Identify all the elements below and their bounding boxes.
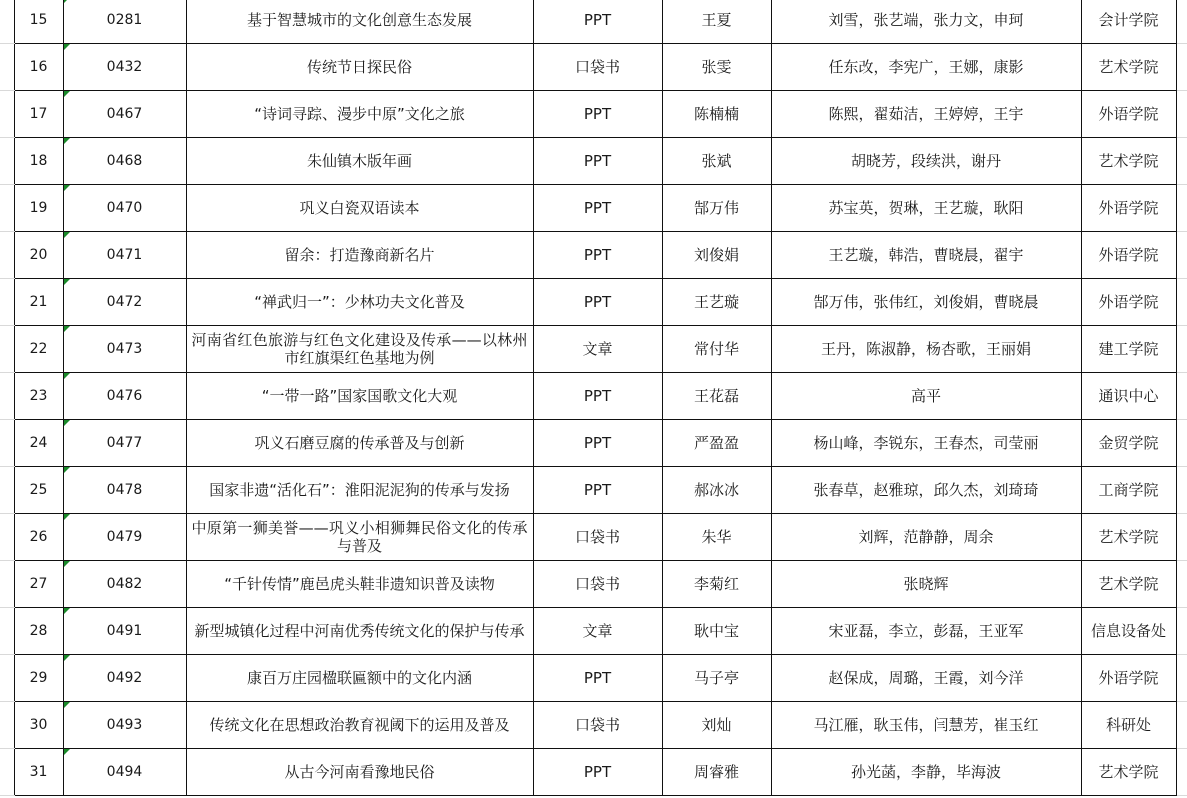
row-gutter-cell[interactable] — [0, 44, 14, 91]
project-code-cell[interactable]: 0467 — [63, 91, 186, 138]
row-number-cell[interactable]: 20 — [14, 232, 63, 279]
department-cell[interactable]: 金贸学院 — [1081, 420, 1176, 467]
project-title-cell[interactable]: 基于智慧城市的文化创意生态发展 — [186, 0, 533, 44]
department-cell[interactable]: 工商学院 — [1081, 467, 1176, 514]
row-gutter-cell[interactable] — [0, 561, 14, 608]
team-members-cell[interactable]: 郜万伟，张伟红，刘俊娟，曹晓晨 — [771, 279, 1081, 326]
empty-cell[interactable] — [1176, 514, 1187, 561]
team-members-cell[interactable]: 赵保成，周璐，王霞，刘今洋 — [771, 655, 1081, 702]
project-title-cell[interactable]: 留余：打造豫商新名片 — [186, 232, 533, 279]
text-number-indicator-icon — [64, 44, 70, 50]
output-form-cell[interactable]: PPT — [533, 0, 662, 44]
output-form-cell[interactable]: PPT — [533, 185, 662, 232]
project-code-cell[interactable]: 0492 — [63, 655, 186, 702]
text-number-indicator-icon — [64, 0, 70, 3]
team-members-cell[interactable]: 马江雁，耿玉伟，闫慧芳，崔玉红 — [771, 702, 1081, 749]
project-leader-cell[interactable]: 常付华 — [662, 326, 771, 373]
project-leader-cell[interactable]: 王艺璇 — [662, 279, 771, 326]
project-title-cell[interactable]: “千针传情”鹿邑虎头鞋非遗知识普及读物 — [186, 561, 533, 608]
project-code-cell[interactable]: 0479 — [63, 514, 186, 561]
department-cell[interactable]: 会计学院 — [1081, 0, 1176, 44]
output-form-cell[interactable]: 口袋书 — [533, 514, 662, 561]
project-leader-cell[interactable]: 李菊红 — [662, 561, 771, 608]
team-members-cell[interactable]: 刘雪，张艺端，张力文，申珂 — [771, 0, 1081, 44]
output-form-cell[interactable]: 文章 — [533, 326, 662, 373]
empty-cell[interactable] — [1176, 185, 1187, 232]
row-number-cell[interactable]: 23 — [14, 373, 63, 420]
department-cell[interactable]: 科研处 — [1081, 702, 1176, 749]
department-cell[interactable]: 外语学院 — [1081, 232, 1176, 279]
row-gutter-cell[interactable] — [0, 373, 14, 420]
output-form-cell[interactable]: PPT — [533, 138, 662, 185]
output-form-cell[interactable]: PPT — [533, 91, 662, 138]
row-number-cell[interactable]: 28 — [14, 608, 63, 655]
project-title-cell[interactable]: 巩义白瓷双语读本 — [186, 185, 533, 232]
row-number-cell[interactable]: 22 — [14, 326, 63, 373]
project-leader-cell[interactable]: 朱华 — [662, 514, 771, 561]
department-cell[interactable]: 建工学院 — [1081, 326, 1176, 373]
text-number-indicator-icon — [64, 514, 70, 520]
output-form-cell[interactable]: 口袋书 — [533, 702, 662, 749]
project-leader-cell[interactable]: 张雯 — [662, 44, 771, 91]
row-number-cell[interactable]: 30 — [14, 702, 63, 749]
row-number-cell[interactable]: 27 — [14, 561, 63, 608]
output-form-cell[interactable]: PPT — [533, 373, 662, 420]
output-form-cell[interactable]: 口袋书 — [533, 44, 662, 91]
project-leader-cell[interactable]: 王花磊 — [662, 373, 771, 420]
team-members-cell[interactable]: 陈熙，翟茹洁，王婷婷，王宇 — [771, 91, 1081, 138]
output-form-cell[interactable]: PPT — [533, 279, 662, 326]
output-form-cell[interactable]: PPT — [533, 232, 662, 279]
project-title-cell[interactable]: 从古今河南看豫地民俗 — [186, 749, 533, 796]
department-cell[interactable]: 外语学院 — [1081, 279, 1176, 326]
project-code-cell[interactable]: 0432 — [63, 44, 186, 91]
project-leader-cell[interactable]: 严盈盈 — [662, 420, 771, 467]
project-code-cell[interactable]: 0473 — [63, 326, 186, 373]
empty-cell[interactable] — [1176, 373, 1187, 420]
department-cell[interactable]: 艺术学院 — [1081, 514, 1176, 561]
table-row — [0, 514, 1187, 561]
row-gutter-cell[interactable] — [0, 185, 14, 232]
project-title-cell[interactable]: 巩义石磨豆腐的传承普及与创新 — [186, 420, 533, 467]
team-members-cell[interactable]: 张晓辉 — [771, 561, 1081, 608]
table-row — [0, 749, 1187, 796]
department-cell[interactable]: 艺术学院 — [1081, 44, 1176, 91]
project-code-cell[interactable]: 0494 — [63, 749, 186, 796]
output-form-cell[interactable]: 口袋书 — [533, 561, 662, 608]
project-leader-cell[interactable]: 耿中宝 — [662, 608, 771, 655]
empty-cell[interactable] — [1176, 420, 1187, 467]
empty-cell[interactable] — [1176, 138, 1187, 185]
project-title-cell[interactable]: 朱仙镇木版年画 — [186, 138, 533, 185]
empty-cell[interactable] — [1176, 655, 1187, 702]
project-title-cell[interactable]: 新型城镇化过程中河南优秀传统文化的保护与传承 — [186, 608, 533, 655]
team-members-cell[interactable]: 宋亚磊，李立，彭磊，王亚军 — [771, 608, 1081, 655]
text-number-indicator-icon — [64, 185, 70, 191]
project-title-cell[interactable]: “一带一路”国家国歌文化大观 — [186, 373, 533, 420]
department-cell[interactable]: 信息设备处 — [1081, 608, 1176, 655]
text-number-indicator-icon — [64, 420, 70, 426]
text-number-indicator-icon — [64, 702, 70, 708]
team-members-cell[interactable]: 高平 — [771, 373, 1081, 420]
output-form-cell[interactable]: PPT — [533, 467, 662, 514]
project-title-cell[interactable]: 中原第一狮美誉——巩义小相狮舞民俗文化的传承与普及 — [186, 514, 533, 561]
table-row — [0, 702, 1187, 749]
project-code-cell[interactable]: 0476 — [63, 373, 186, 420]
project-code-cell[interactable]: 0468 — [63, 138, 186, 185]
project-code-cell[interactable]: 0482 — [63, 561, 186, 608]
table-row — [0, 185, 1187, 232]
text-number-indicator-icon — [64, 138, 70, 144]
project-title-cell[interactable]: 传统文化在思想政治教育视阈下的运用及普及 — [186, 702, 533, 749]
project-code-cell[interactable]: 0471 — [63, 232, 186, 279]
table-row — [0, 138, 1187, 185]
row-number-cell[interactable]: 18 — [14, 138, 63, 185]
project-code-cell[interactable]: 0472 — [63, 279, 186, 326]
department-cell[interactable]: 艺术学院 — [1081, 561, 1176, 608]
output-form-cell[interactable]: PPT — [533, 655, 662, 702]
department-cell[interactable]: 艺术学院 — [1081, 138, 1176, 185]
department-cell[interactable]: 外语学院 — [1081, 185, 1176, 232]
text-number-indicator-icon — [64, 326, 70, 332]
row-number-cell[interactable]: 31 — [14, 749, 63, 796]
text-number-indicator-icon — [64, 608, 70, 614]
team-members-cell[interactable]: 刘辉，范静静，周余 — [771, 514, 1081, 561]
empty-cell[interactable] — [1176, 0, 1187, 44]
row-gutter-cell[interactable] — [0, 749, 14, 796]
row-number-cell[interactable]: 16 — [14, 44, 63, 91]
table-row — [0, 373, 1187, 420]
project-code-cell[interactable]: 0491 — [63, 608, 186, 655]
department-cell[interactable]: 外语学院 — [1081, 91, 1176, 138]
text-number-indicator-icon — [64, 655, 70, 661]
project-leader-cell[interactable]: 陈楠楠 — [662, 91, 771, 138]
row-number-cell[interactable]: 24 — [14, 420, 63, 467]
team-members-cell[interactable]: 苏宝英，贺琳，王艺璇，耿阳 — [771, 185, 1081, 232]
team-members-cell[interactable]: 胡晓芳，段续洪，谢丹 — [771, 138, 1081, 185]
table-row — [0, 0, 1187, 44]
project-code-cell[interactable]: 0493 — [63, 702, 186, 749]
row-gutter-cell[interactable] — [0, 702, 14, 749]
text-number-indicator-icon — [64, 279, 70, 285]
output-form-cell[interactable]: PPT — [533, 420, 662, 467]
text-number-indicator-icon — [64, 373, 70, 379]
project-title-cell[interactable]: “诗词寻踪、漫步中原”文化之旅 — [186, 91, 533, 138]
text-number-indicator-icon — [64, 232, 70, 238]
output-form-cell[interactable]: PPT — [533, 749, 662, 796]
project-title-cell[interactable]: 河南省红色旅游与红色文化建设及传承——以林州市红旗渠红色基地为例 — [186, 326, 533, 373]
department-cell[interactable]: 通识中心 — [1081, 373, 1176, 420]
team-members-cell[interactable]: 张春草，赵雅琼，邱久杰，刘琦琦 — [771, 467, 1081, 514]
project-leader-cell[interactable]: 王夏 — [662, 0, 771, 44]
row-number-cell[interactable]: 25 — [14, 467, 63, 514]
department-cell[interactable]: 艺术学院 — [1081, 749, 1176, 796]
empty-cell[interactable] — [1176, 232, 1187, 279]
output-form-cell[interactable]: 文章 — [533, 608, 662, 655]
table-row — [0, 326, 1187, 373]
row-number-cell[interactable]: 19 — [14, 185, 63, 232]
table-row — [0, 561, 1187, 608]
team-members-cell[interactable]: 任东改，李宪广，王娜，康影 — [771, 44, 1081, 91]
project-code-cell[interactable]: 0478 — [63, 467, 186, 514]
empty-cell[interactable] — [1176, 561, 1187, 608]
team-members-cell[interactable]: 王丹，陈淑静，杨杏歌，王丽娟 — [771, 326, 1081, 373]
row-gutter-cell[interactable] — [0, 655, 14, 702]
project-leader-cell[interactable]: 马子亭 — [662, 655, 771, 702]
table-row — [0, 467, 1187, 514]
project-leader-cell[interactable]: 周睿雅 — [662, 749, 771, 796]
empty-cell[interactable] — [1176, 702, 1187, 749]
row-gutter-cell[interactable] — [0, 0, 14, 44]
text-number-indicator-icon — [64, 749, 70, 755]
project-leader-cell[interactable]: 郝冰冰 — [662, 467, 771, 514]
empty-cell[interactable] — [1176, 91, 1187, 138]
project-leader-cell[interactable]: 刘俊娟 — [662, 232, 771, 279]
row-gutter-cell[interactable] — [0, 467, 14, 514]
team-members-cell[interactable]: 杨山峰，李锐东，王春杰，司莹丽 — [771, 420, 1081, 467]
project-leader-cell[interactable]: 郜万伟 — [662, 185, 771, 232]
table-row — [0, 420, 1187, 467]
row-gutter-cell[interactable] — [0, 514, 14, 561]
text-number-indicator-icon — [64, 467, 70, 473]
text-number-indicator-icon — [64, 91, 70, 97]
project-title-cell[interactable]: 康百万庄园楹联匾额中的文化内涵 — [186, 655, 533, 702]
table-row — [0, 232, 1187, 279]
text-number-indicator-icon — [64, 561, 70, 567]
team-members-cell[interactable]: 王艺璇，韩浩，曹晓晨，翟宇 — [771, 232, 1081, 279]
row-gutter-cell[interactable] — [0, 420, 14, 467]
table-row — [0, 608, 1187, 655]
row-gutter-cell[interactable] — [0, 138, 14, 185]
project-title-cell[interactable]: “禅武归一”：少林功夫文化普及 — [186, 279, 533, 326]
project-code-cell[interactable]: 0281 — [63, 0, 186, 44]
team-members-cell[interactable]: 孙光菡，李静，毕海波 — [771, 749, 1081, 796]
table-row — [0, 91, 1187, 138]
row-number-cell[interactable]: 17 — [14, 91, 63, 138]
project-title-cell[interactable]: 国家非遗“活化石”：淮阳泥泥狗的传承与发扬 — [186, 467, 533, 514]
row-number-cell[interactable]: 29 — [14, 655, 63, 702]
table-row — [0, 279, 1187, 326]
empty-cell[interactable] — [1176, 279, 1187, 326]
empty-cell[interactable] — [1176, 749, 1187, 796]
table-row — [0, 44, 1187, 91]
empty-cell[interactable] — [1176, 608, 1187, 655]
empty-cell[interactable] — [1176, 44, 1187, 91]
department-cell[interactable]: 外语学院 — [1081, 655, 1176, 702]
row-gutter-cell[interactable] — [0, 608, 14, 655]
project-code-cell[interactable]: 0477 — [63, 420, 186, 467]
row-gutter-cell[interactable] — [0, 279, 14, 326]
project-leader-cell[interactable]: 刘灿 — [662, 702, 771, 749]
project-title-cell[interactable]: 传统节日探民俗 — [186, 44, 533, 91]
row-number-cell[interactable]: 15 — [14, 0, 63, 44]
project-leader-cell[interactable]: 张斌 — [662, 138, 771, 185]
row-number-cell[interactable]: 26 — [14, 514, 63, 561]
row-gutter-cell[interactable] — [0, 232, 14, 279]
table-row — [0, 655, 1187, 702]
empty-cell[interactable] — [1176, 326, 1187, 373]
row-gutter-cell[interactable] — [0, 326, 14, 373]
empty-cell[interactable] — [1176, 467, 1187, 514]
project-code-cell[interactable]: 0470 — [63, 185, 186, 232]
row-gutter-cell[interactable] — [0, 91, 14, 138]
row-number-cell[interactable]: 21 — [14, 279, 63, 326]
